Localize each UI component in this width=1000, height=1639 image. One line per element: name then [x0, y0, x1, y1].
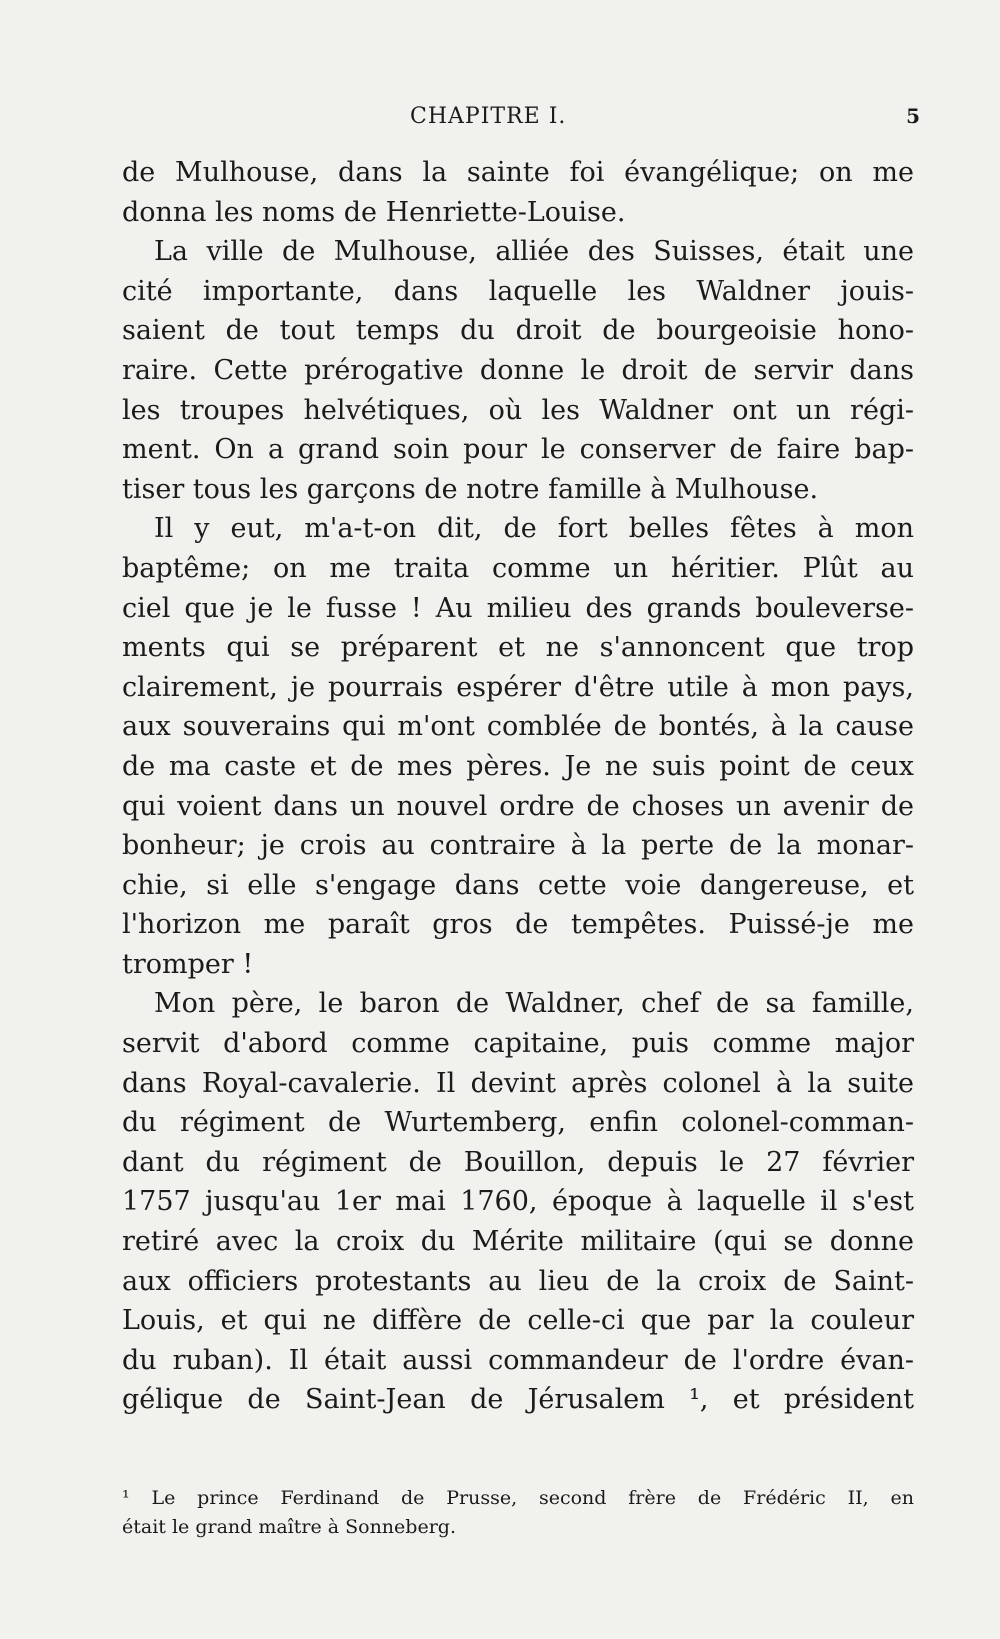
- text-line: ments qui se préparent et ne s'annoncent que trop: [122, 632, 914, 664]
- text-line: retiré avec la croix du Mérite militaire (qui se donne: [122, 1226, 914, 1258]
- text-line: ciel que je le fusse ! Au milieu des grands bouleverse-: [122, 592, 914, 624]
- text-line: tiser tous les garçons de notre famille à Mulhouse.: [122, 473, 819, 505]
- text-line: aux souverains qui m'ont comblée de bontés, à la cause: [122, 711, 914, 743]
- text-line: cité importante, dans laquelle les Waldner jouis-: [122, 275, 914, 307]
- text-line: raire. Cette prérogative donne le droit de servir dans: [122, 354, 914, 386]
- text-line: donna les noms de Henriette-Louise.: [122, 196, 626, 228]
- text-line: baptême; on me traita comme un héritier. Plût au: [122, 552, 914, 584]
- text-line: du ruban). Il était aussi commandeur de l'ordre évan-: [122, 1344, 914, 1376]
- text-line: saient de tout temps du droit de bourgeoisie hono-: [122, 315, 914, 347]
- text-line: du régiment de Wurtemberg, enfin colonel-comman-: [122, 1107, 914, 1139]
- text-line: Mon père, le baron de Waldner, chef de sa famille,: [154, 988, 914, 1020]
- text-line: aux officiers protestants au lieu de la croix de Saint-: [122, 1265, 914, 1297]
- text-line: tromper !: [122, 948, 254, 980]
- footnote-line: ¹ Le prince Ferdinand de Prusse, second frère de Frédéric II, en: [122, 1487, 914, 1509]
- footnote: [122, 1484, 914, 1542]
- text-line: Il y eut, m'a-t-on dit, de fort belles fêtes à mon: [154, 513, 914, 545]
- text-line: l'horizon me paraît gros de tempêtes. Puissé-je me: [122, 909, 914, 941]
- text-line: clairement, je pourrais espérer d'être utile à mon pays,: [122, 671, 914, 703]
- text-line: de Mulhouse, dans la sainte foi évangélique; on me: [122, 157, 914, 188]
- text-line: dant du régiment de Bouillon, depuis le 27 février: [122, 1146, 914, 1178]
- text-line: bonheur; je crois au contraire à la perte de la monar-: [122, 830, 914, 862]
- page-number: 5: [906, 104, 920, 128]
- text-line: La ville de Mulhouse, alliée des Suisses, était une: [154, 236, 914, 268]
- text-line: gélique de Saint-Jean de Jérusalem ¹, et président: [122, 1384, 914, 1416]
- body-text: [122, 153, 914, 1420]
- text-line: dans Royal-cavalerie. Il devint après colonel à la suite: [122, 1067, 914, 1099]
- chapter-heading: CHAPITRE I.: [410, 104, 567, 129]
- text-line: servit d'abord comme capitaine, puis comme major: [122, 1028, 914, 1060]
- text-line: qui voient dans un nouvel ordre de choses un avenir de: [122, 790, 914, 822]
- running-head: [120, 104, 920, 140]
- text-line: les troupes helvétiques, où les Waldner ont un régi-: [122, 394, 914, 426]
- footnote-line: était le grand maître à Sonneberg.: [122, 1516, 456, 1538]
- text-line: 1757 jusqu'au 1er mai 1760, époque à laquelle il s'est: [122, 1186, 914, 1218]
- text-line: chie, si elle s'engage dans cette voie dangereuse, et: [122, 869, 914, 901]
- text-line: Louis, et qui ne diffère de celle-ci que par la couleur: [122, 1305, 914, 1337]
- text-line: de ma caste et de mes pères. Je ne suis point de ceux: [122, 750, 914, 782]
- text-line: ment. On a grand soin pour le conserver de faire bap-: [122, 434, 914, 466]
